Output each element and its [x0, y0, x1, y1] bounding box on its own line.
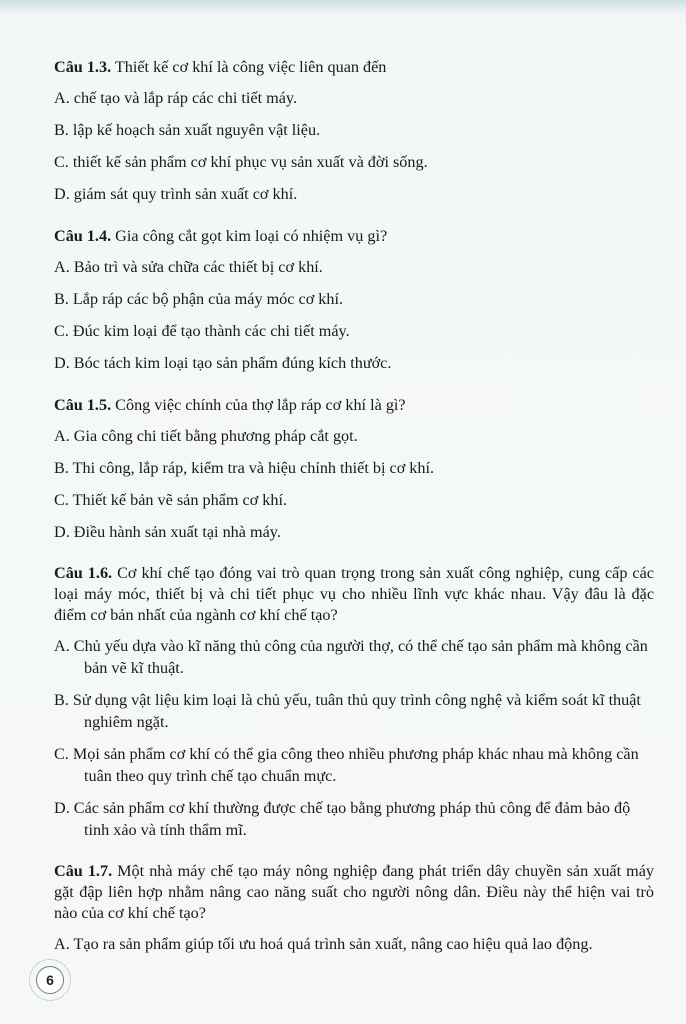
- question-1-5: [54, 394, 654, 543]
- option-a: A. Bảo trì và sửa chữa các thiết bị cơ khí.: [54, 258, 323, 276]
- option-c: C. Đúc kim loại để tạo thành các chi tiết máy.: [54, 322, 350, 340]
- question-label: Câu 1.6.: [54, 564, 113, 582]
- option-b: B. Sử dụng vật liệu kim loại là chủ yếu, tuân thủ quy trình công nghệ và kiểm soát kĩ thuật nghiêm ngặt.: [54, 691, 641, 731]
- option-a: A. Gia công chi tiết bằng phương pháp cắt gọt.: [54, 427, 358, 445]
- question-1-6: [54, 563, 654, 841]
- option-b: B. Thi công, lắp ráp, kiểm tra và hiệu chỉnh thiết bị cơ khí.: [54, 459, 435, 477]
- option-d: D. Bóc tách kim loại tạo sản phẩm đúng kích thước.: [54, 354, 392, 372]
- question-text: Thiết kế cơ khí là công việc liên quan đến: [111, 58, 387, 76]
- question-text: Gia công cắt gọt kim loại có nhiệm vụ gì?: [111, 227, 388, 245]
- question-label: Câu 1.3.: [54, 58, 112, 76]
- question-label: Câu 1.5.: [54, 396, 112, 414]
- option-c: C. Thiết kế bản vẽ sản phẩm cơ khí.: [54, 491, 288, 509]
- question-label: Câu 1.7.: [54, 862, 113, 880]
- question-text: Một nhà máy chế tạo máy nông nghiệp đang phát triển dây chuyền sản xuất máy gặt đập liên hợp nhằm nâng cao năng suất cho người nông dân. Điều này thể hiện vai trò nào của cơ khí chế tạo?: [54, 862, 655, 922]
- option-d: D. giám sát quy trình sản xuất cơ khí.: [54, 185, 298, 203]
- option-a: A. chế tạo và lắp ráp các chi tiết máy.: [54, 89, 297, 107]
- question-stem: [54, 56, 654, 78]
- question-text: Cơ khí chế tạo đóng vai trò quan trọng trong sản xuất công nghiệp, cung cấp các loại máy móc, thiết bị và chi tiết phục vụ cho nhiều lĩnh vực khác nhau. Vậy đâu là đặc điểm cơ bản nhất của ngành cơ khí chế tạo?: [54, 564, 654, 624]
- option-a: A. Tạo ra sản phẩm giúp tối ưu hoá quá trình sản xuất, nâng cao hiệu quả lao động.: [54, 935, 593, 953]
- option-c: C. thiết kế sản phẩm cơ khí phục vụ sản xuất và đời sống.: [54, 153, 428, 171]
- option-b: B. Lắp ráp các bộ phận của máy móc cơ khí.: [54, 290, 344, 308]
- option-d: D. Điều hành sản xuất tại nhà máy.: [54, 523, 281, 541]
- option-d: D. Các sản phẩm cơ khí thường được chế tạo bằng phương pháp thủ công để đảm bảo độ tinh xảo và tính thẩm mĩ.: [54, 799, 631, 839]
- question-stem: [54, 394, 654, 416]
- question-stem: [54, 225, 654, 247]
- option-c: C. Mọi sản phẩm cơ khí có thể gia công theo nhiều phương pháp khác nhau mà không cần tuân theo quy trình chế tạo chuẩn mực.: [54, 745, 639, 785]
- question-stem: [54, 861, 654, 924]
- question-1-4: [54, 225, 654, 374]
- question-label: Câu 1.4.: [54, 227, 112, 245]
- option-a: A. Chủ yếu dựa vào kĩ năng thủ công của người thợ, có thể chế tạo sản phẩm mà không cần bản vẽ kĩ thuật.: [54, 637, 648, 677]
- question-stem: [54, 563, 654, 626]
- option-b: B. lập kế hoạch sản xuất nguyên vật liệu.: [54, 121, 321, 139]
- question-list: [54, 56, 654, 965]
- question-1-7: [54, 861, 654, 955]
- top-band: [0, 0, 686, 12]
- question-1-3: [54, 56, 654, 205]
- question-text: Công việc chính của thợ lắp ráp cơ khí là gì?: [111, 396, 406, 414]
- page-number: 6: [36, 966, 64, 994]
